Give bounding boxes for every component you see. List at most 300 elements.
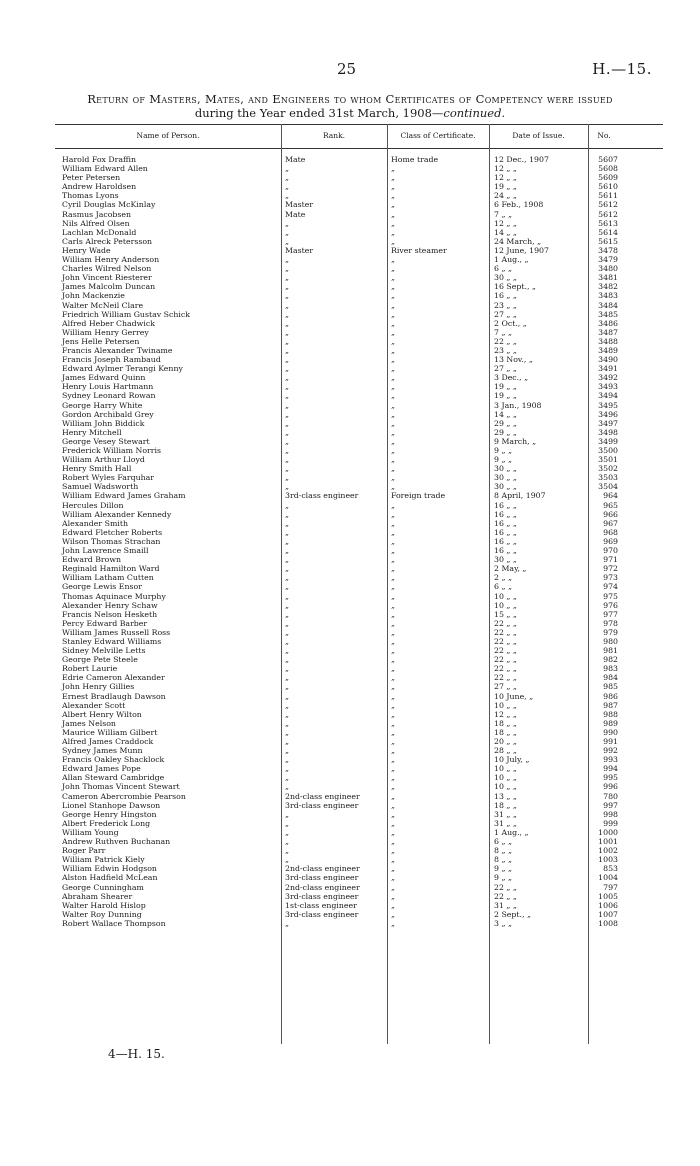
table-row	[0, 655, 700, 664]
certificate-number-cell: 1000	[598, 827, 618, 837]
certificate-class-cell: „	[391, 409, 396, 419]
person-name: Walter Roy Dunning	[62, 909, 142, 919]
rank-cell: „	[285, 727, 290, 737]
rank-cell: 2nd-class engineer	[285, 791, 360, 801]
certificate-number-cell: 984	[603, 673, 618, 683]
issue-date-cell: 12 Dec., 1907	[494, 155, 549, 164]
rank-cell: „	[285, 218, 290, 228]
rank-cell: „	[285, 764, 290, 774]
issue-date-cell: 20 „ „	[494, 737, 517, 746]
person-name: William Henry Gerrey	[62, 327, 149, 337]
certificate-class-cell: „	[391, 482, 396, 492]
issue-date-cell: 28 „ „	[494, 746, 517, 756]
certificate-class-cell: „	[391, 500, 396, 510]
person-name: Edward Aylmer Terangi Kenny	[62, 364, 183, 374]
person-name: George Lewis Ensor	[62, 582, 142, 592]
title-line-2-main: during the Year ended 31st March, 1908—	[194, 106, 444, 120]
certificate-number-cell: 964	[603, 491, 618, 501]
rank-cell: „	[285, 673, 290, 683]
certificate-class-cell: „	[391, 227, 396, 237]
certificate-number-cell: 3491	[598, 364, 618, 374]
table-row	[0, 582, 700, 591]
rank-cell: „	[285, 737, 290, 746]
issue-date-cell: 10 „ „	[494, 700, 517, 710]
rank-cell: „	[285, 264, 290, 274]
table-row	[0, 592, 700, 601]
certificate-class-cell: „	[391, 709, 396, 719]
certificate-class-cell: „	[391, 891, 396, 901]
certificate-number-cell: 977	[603, 609, 618, 619]
issue-date-cell: 9 „ „	[494, 455, 512, 465]
issue-date-cell: 7 „ „	[494, 327, 512, 337]
certificate-number-cell: 797	[603, 882, 618, 892]
table-row	[0, 346, 700, 355]
table-row	[0, 819, 700, 828]
table-row	[0, 228, 700, 237]
issue-date-cell: 13 Nov., „	[494, 355, 533, 365]
person-name: Stanley Edward Williams	[62, 636, 162, 646]
rank-cell: „	[285, 345, 290, 355]
person-name: Francis Joseph Rambaud	[62, 355, 161, 365]
certificate-class-cell: „	[391, 455, 396, 465]
issue-date-cell: 10 July, „	[494, 755, 530, 765]
person-name: George Henry Hingston	[62, 809, 157, 819]
certificate-number-cell: 1007	[598, 909, 618, 919]
certificate-number-cell: 967	[603, 518, 618, 528]
certificate-number-cell: 3499	[598, 436, 618, 446]
rank-cell: „	[285, 227, 290, 237]
table-row	[0, 773, 700, 782]
certificate-number-cell: 5614	[598, 227, 618, 237]
certificate-class-cell: „	[391, 382, 396, 392]
certificate-class-cell: „	[391, 809, 396, 819]
issue-date-cell: 16 „ „	[494, 527, 517, 537]
certificate-number-cell: 3504	[598, 482, 618, 492]
certificate-class-cell: „	[391, 800, 396, 810]
issue-date-cell: 27 „ „	[494, 682, 517, 692]
certificate-class-cell: Home trade	[391, 155, 439, 164]
person-name: Robert Wallace Thompson	[62, 918, 166, 928]
table-row	[0, 419, 700, 428]
person-name: Jens Helle Petersen	[62, 336, 140, 346]
person-name: Alexander Henry Schaw	[62, 600, 158, 610]
issue-date-cell: 3 Dec., „	[494, 373, 529, 383]
certificate-number-cell: 3479	[598, 255, 618, 265]
certificate-class-cell: „	[391, 264, 396, 274]
rank-cell: 2nd-class engineer	[285, 882, 360, 892]
issue-date-cell: 12 „ „	[494, 173, 517, 183]
issue-date-cell: 24 „ „	[494, 191, 517, 201]
table-row	[0, 710, 700, 719]
certificate-number-cell: 5609	[598, 173, 618, 183]
certificate-class-cell: „	[391, 373, 396, 383]
rank-cell: „	[285, 837, 290, 847]
certificate-class-cell: „	[391, 900, 396, 910]
certificate-class-cell: „	[391, 755, 396, 765]
certificate-class-cell: „	[391, 418, 396, 428]
issue-date-cell: 15 „ „	[494, 609, 517, 619]
rank-cell: „	[285, 364, 290, 374]
certificate-number-cell: 988	[603, 709, 618, 719]
table-row	[0, 755, 700, 764]
person-name: John Henry Gillies	[62, 682, 135, 692]
table-row	[0, 546, 700, 555]
issue-date-cell: 6 „ „	[494, 264, 512, 274]
table-row	[0, 801, 700, 810]
rank-cell: Master	[285, 200, 314, 210]
certificate-class-cell: „	[391, 336, 396, 346]
issue-date-cell: 22 „ „	[494, 655, 517, 665]
person-name: Maurice William Gilbert	[62, 727, 158, 737]
issue-date-cell: 12 „ „	[494, 164, 517, 174]
table-row	[0, 892, 700, 901]
person-name: Friedrich William Gustav Schick	[62, 309, 190, 319]
certificate-number-cell: 3494	[598, 391, 618, 401]
person-name: William Young	[62, 827, 119, 837]
person-name: George Vesey Stewart	[62, 436, 150, 446]
title-line-2	[40, 106, 660, 120]
rank-cell: „	[285, 782, 290, 792]
certificate-class-cell: „	[391, 718, 396, 728]
rank-cell: „	[285, 636, 290, 646]
table-row	[0, 601, 700, 610]
issue-date-cell: 3 Jan., 1908	[494, 400, 542, 410]
person-name: Albert Henry Wilton	[62, 709, 142, 719]
issue-date-cell: 8 April, 1907	[494, 491, 546, 501]
rank-cell: „	[285, 255, 290, 265]
person-name: Henry Louis Hartmann	[62, 382, 154, 392]
rank-cell: „	[285, 282, 290, 292]
rank-cell: „	[285, 309, 290, 319]
person-name: Francis Oakley Shacklock	[62, 755, 165, 765]
certificate-number-cell: 992	[603, 746, 618, 756]
certificate-class-cell: „	[391, 791, 396, 801]
issue-date-cell: 19 „ „	[494, 382, 517, 392]
rank-cell: 3rd-class engineer	[285, 909, 359, 919]
rank-cell: „	[285, 446, 290, 455]
table-row	[0, 737, 700, 746]
person-name: Alfred James Craddock	[62, 737, 154, 746]
rank-cell: 3rd-class engineer	[285, 873, 359, 883]
person-name: Lachlan McDonald	[62, 227, 137, 237]
issue-date-cell: 10 „ „	[494, 600, 517, 610]
issue-date-cell: 14 „ „	[494, 227, 517, 237]
table-row	[0, 610, 700, 619]
table-row	[0, 328, 700, 337]
certificate-number-cell: 972	[603, 564, 618, 574]
certificate-number-cell: 3502	[598, 464, 618, 474]
certificate-class-cell: „	[391, 191, 396, 201]
certificate-number-cell: 3500	[598, 446, 618, 455]
table-row	[0, 646, 700, 655]
person-name: William Patrick Kiely	[62, 855, 145, 865]
header-number: No.	[597, 131, 611, 140]
issue-date-cell: 16 Sept., „	[494, 282, 536, 292]
table-row	[0, 310, 700, 319]
issue-date-cell: 12 „ „	[494, 218, 517, 228]
person-name: Albert Frederick Long	[62, 818, 151, 828]
issue-date-cell: 19 „ „	[494, 182, 517, 192]
rank-cell: „	[285, 846, 290, 856]
certificate-number-cell: 1002	[598, 846, 618, 856]
issue-date-cell: 19 „ „	[494, 391, 517, 401]
certificate-class-cell: „	[391, 400, 396, 410]
issue-date-cell: 30 „ „	[494, 555, 517, 565]
page-number: 25	[337, 60, 357, 78]
certificate-class-cell: „	[391, 364, 396, 374]
certificate-class-cell: „	[391, 727, 396, 737]
table-row	[0, 746, 700, 755]
table-row	[0, 155, 700, 164]
rank-cell: „	[285, 173, 290, 183]
issue-date-cell: 22 „ „	[494, 882, 517, 892]
person-name: George Harry White	[62, 400, 143, 410]
table-row	[0, 246, 700, 255]
person-name: Andrew Haroldsen	[62, 182, 137, 192]
table-row	[0, 810, 700, 819]
certificate-number-cell: 3482	[598, 282, 618, 292]
person-name: Thomas Aquinace Murphy	[62, 591, 166, 601]
certificate-number-cell: 976	[603, 600, 618, 610]
certificate-class-cell: „	[391, 518, 396, 528]
table-row	[0, 401, 700, 410]
table-row	[0, 528, 700, 537]
certificate-class-cell: River steamer	[391, 245, 447, 255]
person-name: John Lawrence Smaill	[62, 546, 149, 556]
table-row	[0, 437, 700, 446]
person-name: Thomas Lyons	[62, 191, 119, 201]
certificate-number-cell: 3503	[598, 473, 618, 483]
person-name: Wilson Thomas Strachan	[62, 536, 161, 546]
issue-date-cell: 16 „ „	[494, 518, 517, 528]
certificate-class-cell: „	[391, 209, 396, 219]
table-row	[0, 537, 700, 546]
table-row	[0, 837, 700, 846]
table-row	[0, 846, 700, 855]
certificate-number-cell: 1004	[598, 873, 618, 883]
table-row	[0, 728, 700, 737]
certificate-class-cell: „	[391, 655, 396, 665]
issue-date-cell: 16 „ „	[494, 509, 517, 519]
table-row	[0, 410, 700, 419]
table-row	[0, 501, 700, 510]
certificate-class-cell: „	[391, 218, 396, 228]
certificate-class-cell: „	[391, 255, 396, 265]
certificate-number-cell: 5612	[598, 209, 618, 219]
certificate-number-cell: 1001	[598, 837, 618, 847]
issue-date-cell: 16 „ „	[494, 546, 517, 556]
rank-cell: „	[285, 582, 290, 592]
person-name: Henry Mitchell	[62, 427, 122, 437]
certificate-class-cell: „	[391, 182, 396, 192]
person-name: Roger Parr	[62, 846, 106, 856]
issue-date-cell: 22 „ „	[494, 336, 517, 346]
document-reference: H.—15.	[592, 60, 652, 78]
certificate-number-cell: 973	[603, 573, 618, 583]
rank-cell: „	[285, 473, 290, 483]
table-row	[0, 764, 700, 773]
certificate-class-cell: „	[391, 646, 396, 656]
rank-cell: „	[285, 573, 290, 583]
certificate-class-cell: „	[391, 609, 396, 619]
person-name: Nils Alfred Olsen	[62, 218, 130, 228]
certificate-class-cell: „	[391, 427, 396, 437]
rank-cell: „	[285, 327, 290, 337]
certificate-number-cell: 5613	[598, 218, 618, 228]
rank-cell: 2nd-class engineer	[285, 864, 360, 874]
person-name: William Alexander Kennedy	[62, 509, 172, 519]
issue-date-cell: 30 „ „	[494, 464, 517, 474]
table-row	[0, 428, 700, 437]
certificate-number-cell: 3483	[598, 291, 618, 301]
table-row	[0, 337, 700, 346]
rank-cell: „	[285, 391, 290, 401]
certificate-class-cell: „	[391, 591, 396, 601]
issue-date-cell: 31 „ „	[494, 900, 517, 910]
table-row	[0, 282, 700, 291]
issue-date-cell: 8 „ „	[494, 846, 512, 856]
table-row	[0, 782, 700, 791]
issue-date-cell: 30 „ „	[494, 273, 517, 283]
person-name: Alfred Heber Chadwick	[62, 318, 155, 328]
certificate-class-cell: „	[391, 882, 396, 892]
table-row	[0, 664, 700, 673]
table-row	[0, 482, 700, 491]
certificate-number-cell: 3487	[598, 327, 618, 337]
title-line-1: Return of Masters, Mates, and Engineers to whom Certificates of Competency were issued	[87, 92, 613, 106]
person-name: James Malcolm Duncan	[62, 282, 156, 292]
issue-date-cell: 18 „ „	[494, 727, 517, 737]
person-name: Walter McNeil Clare	[62, 300, 144, 310]
certificate-class-cell: „	[391, 546, 396, 556]
certificate-number-cell: 1008	[598, 918, 618, 928]
table-row	[0, 473, 700, 482]
person-name: William Henry Anderson	[62, 255, 160, 265]
issue-date-cell: 10 „ „	[494, 591, 517, 601]
rank-cell: 3rd-class engineer	[285, 491, 359, 501]
issue-date-cell: 22 „ „	[494, 646, 517, 656]
table-row	[0, 519, 700, 528]
rank-cell: „	[285, 482, 290, 492]
certificate-class-cell: „	[391, 737, 396, 746]
table-header-rule	[55, 148, 663, 149]
issue-date-cell: 29 „ „	[494, 418, 517, 428]
rank-cell: Mate	[285, 209, 306, 219]
certificate-class-cell: „	[391, 391, 396, 401]
issue-date-cell: 18 „ „	[494, 800, 517, 810]
table-row	[0, 682, 700, 691]
table-row	[0, 173, 700, 182]
certificate-class-cell: „	[391, 464, 396, 474]
person-name: Andrew Ruthven Buchanan	[62, 837, 171, 847]
rank-cell: „	[285, 236, 290, 246]
certificate-class-cell: „	[391, 473, 396, 483]
issue-date-cell: 7 „ „	[494, 209, 512, 219]
person-name: Rasmus Jacobsen	[62, 209, 132, 219]
person-name: Alexander Scott	[62, 700, 126, 710]
certificate-number-cell: 965	[603, 500, 618, 510]
person-name: Robert Laurie	[62, 664, 118, 674]
certificate-class-cell: „	[391, 636, 396, 646]
person-name: Carls Alreck Petersson	[62, 236, 153, 246]
certificate-number-cell: 3497	[598, 418, 618, 428]
certificate-number-cell: 986	[603, 691, 618, 701]
certificate-class-cell: „	[391, 282, 396, 292]
certificate-class-cell: „	[391, 864, 396, 874]
table-row	[0, 701, 700, 710]
certificate-number-cell: 991	[603, 737, 618, 746]
rank-cell: „	[285, 518, 290, 528]
rank-cell: „	[285, 609, 290, 619]
rank-cell: „	[285, 400, 290, 410]
certificate-class-cell: „	[391, 827, 396, 837]
issue-date-cell: 22 „ „	[494, 664, 517, 674]
person-name: Peter Petersen	[62, 173, 121, 183]
rank-cell: „	[285, 618, 290, 628]
issue-date-cell: 9 „ „	[494, 864, 512, 874]
issue-date-cell: 30 „ „	[494, 473, 517, 483]
issue-date-cell: 1 Aug., „	[494, 255, 529, 265]
person-name: Francis Alexander Twiname	[62, 345, 173, 355]
issue-date-cell: 23 „ „	[494, 345, 517, 355]
certificate-number-cell: 5612	[598, 200, 618, 210]
certificate-number-cell: 989	[603, 718, 618, 728]
rank-cell: „	[285, 546, 290, 556]
rank-cell: „	[285, 191, 290, 201]
rank-cell: „	[285, 291, 290, 301]
table-row	[0, 255, 700, 264]
certificate-number-cell: 5615	[598, 236, 618, 246]
rank-cell: „	[285, 755, 290, 765]
person-name: William John Biddick	[62, 418, 145, 428]
certificate-class-cell: „	[391, 564, 396, 574]
rank-cell: 1st-class engineer	[285, 900, 357, 910]
certificate-class-cell: „	[391, 682, 396, 692]
certificate-number-cell: 987	[603, 700, 618, 710]
certificate-number-cell: 3493	[598, 382, 618, 392]
table-row	[0, 219, 700, 228]
certificate-class-cell: „	[391, 355, 396, 365]
certificate-class-cell: „	[391, 837, 396, 847]
issue-date-cell: 6 „ „	[494, 582, 512, 592]
table-row	[0, 301, 700, 310]
issue-date-cell: 23 „ „	[494, 300, 517, 310]
issue-date-cell: 14 „ „	[494, 409, 517, 419]
table-row	[0, 864, 700, 873]
certificate-class-cell: „	[391, 173, 396, 183]
person-name: Samuel Wadsworth	[62, 482, 139, 492]
title-continued: continued.	[443, 106, 506, 120]
certificate-number-cell: 966	[603, 509, 618, 519]
certificate-number-cell: 996	[603, 782, 618, 792]
certificate-number-cell: 3489	[598, 345, 618, 355]
certificate-class-cell: „	[391, 446, 396, 455]
certificate-class-cell: „	[391, 200, 396, 210]
certificate-class-cell: „	[391, 818, 396, 828]
rank-cell: „	[285, 855, 290, 865]
issue-date-cell: 30 „ „	[494, 482, 517, 492]
certificate-class-cell: „	[391, 673, 396, 683]
table-top-rule	[55, 124, 663, 125]
issue-date-cell: 10 „ „	[494, 782, 517, 792]
certificate-class-cell: „	[391, 764, 396, 774]
certificate-class-cell: „	[391, 664, 396, 674]
person-name: William Edwin Hodgson	[62, 864, 157, 874]
person-name: William James Russell Ross	[62, 627, 171, 637]
table-row	[0, 364, 700, 373]
table-row	[0, 883, 700, 892]
rank-cell: 3rd-class engineer	[285, 891, 359, 901]
